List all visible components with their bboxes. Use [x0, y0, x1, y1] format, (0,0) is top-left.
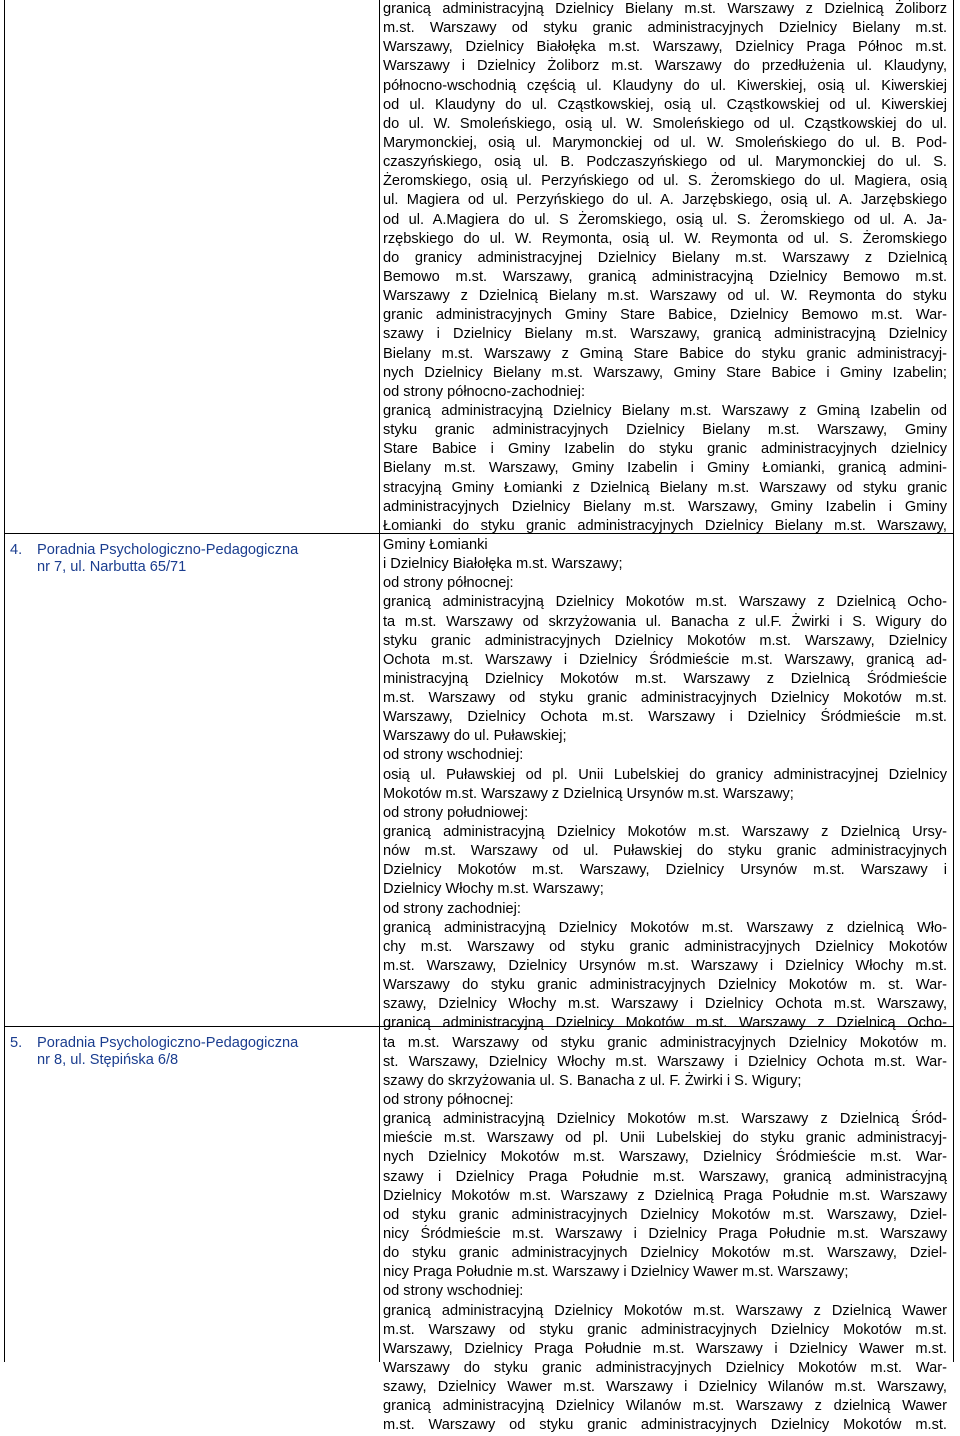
boundary-line: nych Dzielnicy Bielany m.st. Warszawy, Gminy Stare Babice i Gminy Izabelin; [383, 364, 947, 381]
boundary-line: od strony północnej: [383, 575, 514, 592]
boundary-line: styku granic administracyjnych Dzielnicy Bielany m.st. Warszawy, Gminy [383, 422, 947, 439]
entry-4 [10, 542, 372, 575]
boundary-line: Warszawy, Dzielnicy Białołęka m.st. Warszawy, Dzielnicy Praga Północ m.st. [383, 39, 947, 56]
boundary-line: ta m.st. Warszawy od styku granic administracyjnych Dzielnicy Mokotów m. [383, 1034, 947, 1051]
boundary-line: do ul. W. Smoleńskiego, osią ul. W. Smoleńskiego od ul. Cząstkowskiej do ul. [383, 115, 947, 132]
boundary-line: granicą administracyjną Dzielnicy Mokotów m.st. Warszawy z Dzielnicą Ocho- [383, 594, 947, 611]
entry-5 [10, 1035, 372, 1068]
boundary-line: szawy i Dzielnicy Bielany m.st. Warszawy, granicą administracyjną Dzielnicy [383, 326, 947, 343]
boundary-line: Dzielnicy Mokotów m.st. Warszawy, Dzielnicy Ursynów m.st. Warszawy i [383, 862, 947, 879]
boundary-line: nicy Śródmieście m.st. Warszawy i Dzielnicy Praga Południe m.st. Warszawy [383, 1226, 947, 1242]
boundary-line: szawy i Dzielnicy Praga Południe m.st. Warszawy, granicą administracyjną [383, 1168, 947, 1185]
boundary-line: chy m.st. Warszawy od styku granic administracyjnych Dzielnicy Mokotów [383, 938, 947, 955]
boundary-line: od strony wschodniej: [383, 747, 524, 764]
boundary-line: od strony wschodniej: [383, 1283, 524, 1300]
boundary-line: st. Warszawy, Dzielnicy Włochy m.st. Warszawy i Dzielnicy Ochota m.st. War- [383, 1053, 947, 1070]
boundary-line: Bielany m.st. Warszawy z Gminą Stare Babice do styku granic administracyj- [383, 345, 947, 362]
boundary-line: nych Dzielnicy Mokotów m.st. Warszawy, Dzielnicy Śródmieście m.st. War- [383, 1149, 947, 1166]
boundary-line: Warszawy do ul. Puławskiej; [383, 728, 567, 745]
boundary-line: Warszawy, Dzielnicy Praga Południe m.st. Warszawy i Dzielnicy Wawer m.st. [383, 1340, 947, 1357]
entry-name-line1: Poradnia Psychologiczno-Pedagogiczna [37, 542, 299, 558]
boundary-line: od strony północnej: [383, 1092, 514, 1109]
boundary-line: Stare Babice i Gminy Izabelin do styku granic administracyjnych dzielnicy [383, 441, 947, 458]
boundary-line: szawy do skrzyżowania ul. S. Banacha z ul. F. Żwirki i S. Wigury; [383, 1072, 802, 1089]
boundary-line: stracyjną Gminy Łomianki z Dzielnicą Bielany m.st. Warszawy od styku granic [383, 479, 947, 496]
boundary-line: m.st. Warszawy, Dzielnicy Ursynów m.st. Warszawy i Dzielnicy Włochy m.st. [383, 958, 947, 975]
boundary-line: granicą administracyjną Dzielnicy Bielany m.st. Warszawy z Gminą Izabelin od [383, 402, 947, 419]
boundary-line: szawy, Dzielnicy Włochy m.st. Warszawy i Dzielnicy Ochota m.st. Warszawy, [383, 996, 947, 1013]
boundary-line: osią ul. Puławskiej od pl. Unii Lubelskiej do granicy administracyjnej Dzielnicy [383, 766, 947, 783]
boundary-line: granicą administracyjną Dzielnicy Mokotów m.st. Warszawy z Dzielnicą Ocho- [383, 1015, 947, 1032]
boundary-line: Warszawy do styku granic administracyjnych Dzielnicy Mokotów m.st. War- [383, 1359, 947, 1376]
boundary-line: Warszawy z Dzielnicą Bielany m.st. Warszawy od ul. W. Reymonta do styku [383, 288, 947, 305]
boundary-line: rzębskiego do ul. W. Reymonta, osią ul. W. Reymonta od ul. S. Żeromskiego [383, 230, 947, 247]
boundary-line: od ul. Klaudyny do ul. Cząstkowskiej, osią ul. Cząstkowskiej od ul. Kiwerskiej [383, 96, 947, 113]
entry-name-line2: nr 7, ul. Narbutta 65/71 [37, 558, 187, 575]
boundary-line: nów m.st. Warszawy od ul. Puławskiej do styku granic administracyjnych [383, 843, 947, 860]
boundary-line: granicą administracyjną Dzielnicy Mokotów m.st. Warszawy z Dzielnicą Śród- [383, 1111, 947, 1128]
boundary-line: Bemowo m.st. Warszawy, granicą administracyjną Dzielnicy Bemowo m.st. [383, 268, 947, 285]
entry-number: 5. [10, 1035, 23, 1051]
boundary-line: od strony północno-zachodniej: [383, 383, 586, 400]
boundary-line: Żeromskiego, osią ul. Perzyńskiego od ul. S. Żeromskiego do ul. Magiera, osią [383, 173, 947, 190]
boundary-line: i Dzielnicy Białołęka m.st. Warszawy; [383, 556, 623, 573]
boundary-line: administracyjnych Dzielnicy Bielany m.st. Warszawy, Gminy Izabelin i Gminy [383, 498, 947, 515]
boundary-line: od styku granic administracyjnych Dzielnicy Mokotów m.st. Warszawy, Dziel- [383, 1206, 947, 1223]
boundary-line: Ochota m.st. Warszawy i Dzielnicy Śródmieście m.st. Warszawy, granicą ad- [383, 651, 947, 668]
entry-name-line2: nr 8, ul. Stępińska 6/8 [37, 1051, 179, 1068]
boundary-line: Dzielnicy Włochy m.st. Warszawy; [383, 881, 604, 898]
boundary-line: granicą administracyjną Dzielnicy Bielany m.st. Warszawy z Dzielnicą Żoliborz [383, 1, 947, 17]
boundary-line: od ul. A.Magiera do ul. S Żeromskiego, osią ul. S. Żeromskiego od ul. A. Ja- [383, 211, 947, 228]
boundary-line: Dzielnicy Mokotów m.st. Warszawy z Dzielnicą Praga Południe m.st. Warszawy [383, 1187, 947, 1204]
entry-number: 4. [10, 542, 23, 558]
boundary-line: Warszawy, Dzielnicy Ochota m.st. Warszawy i Dzielnicy Śródmieście m.st. [383, 709, 947, 726]
boundary-description [383, 0, 947, 1436]
boundary-line: m.st. Warszawy od styku granic administracyjnych Dzielnicy Mokotów m.st. [383, 1417, 947, 1434]
boundary-line: m.st. Warszawy od styku granic administracyjnych Dzielnicy Mokotów m.st. [383, 1321, 947, 1338]
boundary-line: do styku granic administracyjnych Dzielnicy Mokotów m.st. Warszawy, Dziel- [383, 1245, 947, 1262]
boundary-line: szawy, Dzielnicy Wawer m.st. Warszawy i Dzielnicy Wilanów m.st. Warszawy, [383, 1379, 947, 1396]
boundary-line: Marymonckiej, osią ul. Marymonckiej od ul. W. Smoleńskiego do ul. B. Pod- [383, 134, 947, 151]
boundary-line: styku granic administracyjnych Dzielnicy Mokotów m.st. Warszawy, Dzielnicy [383, 632, 947, 649]
boundary-line: granicą administracyjną Dzielnicy Mokotów m.st. Warszawy z Dzielnicą Wawer [383, 1302, 947, 1319]
boundary-line: Warszawy do styku granic administracyjnych Dzielnicy Mokotów m. st. War- [383, 977, 947, 994]
boundary-line: Mokotów m.st. Warszawy z Dzielnicą Ursynów m.st. Warszawy; [383, 785, 794, 802]
entry-name-line1: Poradnia Psychologiczno-Pedagogiczna [37, 1035, 299, 1051]
boundary-line: Łomianki do styku granic administracyjnych Dzielnicy Bielany m.st. Warszawy, [383, 517, 947, 534]
boundary-line: od strony południowej: [383, 804, 529, 821]
boundary-line: ministracyjną Dzielnicy Mokotów m.st. Warszawy z Dzielnicą Śródmieście [383, 670, 947, 687]
boundary-line: granicą administracyjną Dzielnicy Mokotów m.st. Warszawy z dzielnicą Wło- [383, 919, 947, 936]
boundary-line: od strony zachodniej: [383, 900, 521, 917]
boundary-line: ul. Magiera od ul. Perzyńskiego do ul. A. Jarzębskiego, osią ul. A. Jarzębskiego [383, 192, 947, 209]
column-divider [379, 0, 380, 1362]
boundary-line: Warszawy i Dzielnicy Żoliborz m.st. Warszawy do przedłużenia ul. Klaudyny, [383, 58, 947, 75]
boundary-line: czaszyńskiego, osią ul. B. Podczaszyńskiego od ul. Marymonckiej do ul. S. [383, 154, 947, 171]
boundary-line: granicą administracyjną Dzielnicy Mokotów m.st. Warszawy z Dzielnicą Ursy- [383, 824, 947, 841]
boundary-line: mieście m.st. Warszawy od pl. Unii Lubelskiej do styku granic administracyj- [383, 1130, 947, 1147]
boundary-line: północno-wschodnią częścią ul. Klaudyny do ul. Kiwerskiej, osią ul. Kiwerskiej [383, 77, 947, 94]
boundary-line: m.st. Warszawy od styku granic administracyjnych Dzielnicy Mokotów m.st. [383, 690, 947, 707]
boundary-line: granic administracyjnych Gminy Stare Babice, Dzielnicy Bemowo m.st. War- [383, 307, 947, 324]
boundary-line: granicą administracyjną Dzielnicy Wilanów m.st. Warszawy z dzielnicą Wawer [383, 1398, 947, 1415]
boundary-line: do granicy administracyjnej Dzielnicy Bielany m.st. Warszawy z Dzielnicą [383, 249, 947, 266]
boundary-line: nicy Praga Południe m.st. Warszawy i Dzielnicy Wawer m.st. Warszawy; [383, 1264, 849, 1281]
boundary-line: m.st. Warszawy od styku granic administracyjnych Dzielnicy Bielany m.st. [383, 20, 947, 37]
boundary-line: ta m.st. Warszawy od skrzyżowania ul. Banacha z ul.F. Żwirki i S. Wigury do [383, 613, 947, 630]
boundary-line: Bielany m.st. Warszawy, Gminy Izabelin i Gminy Łomianki, granicą admini- [383, 460, 947, 477]
boundary-line: Gminy Łomianki [383, 536, 488, 553]
